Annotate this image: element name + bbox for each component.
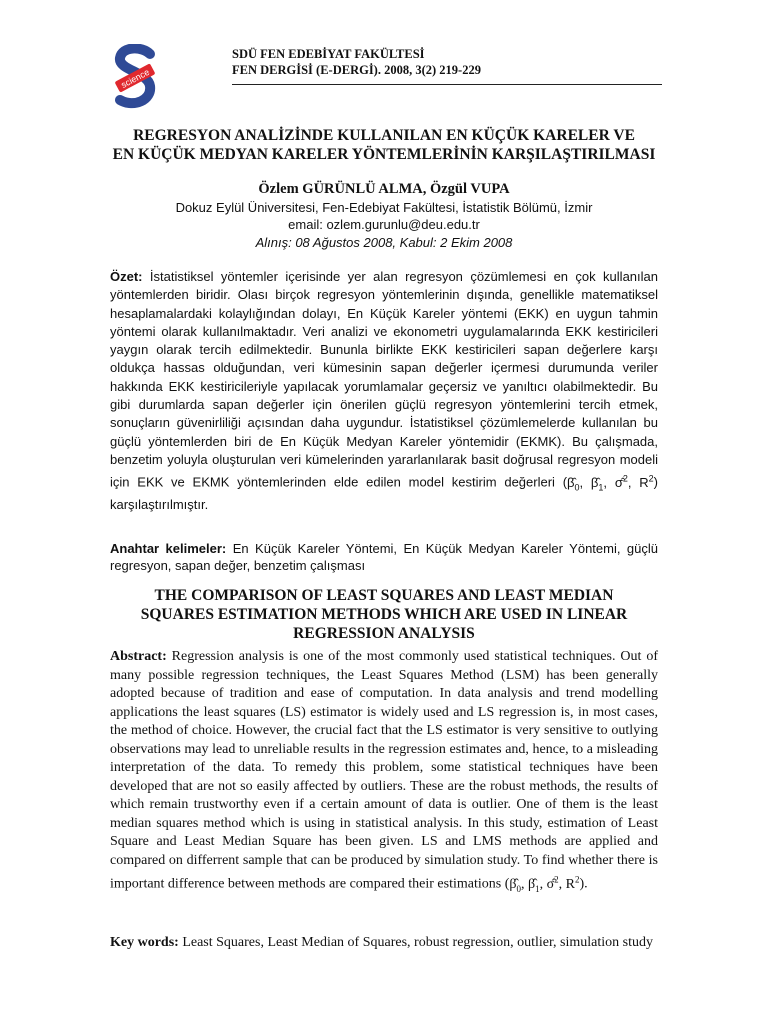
ozet-text: İstatistiksel yöntemler içerisinde yer alan regresyon çözümlemesi en çok kullanılan yöntemlerden biridir. Olası birçok regresyon yöntemlerinin dışında, genellikle matematiksel hesaplamalardaki kolaylığından dolayı, En Küçük Kareler yöntemi (EKK) en uygun tahmin yöntemi olarak kullanılmaktadır. Veri analizi ve ekonometri uygulamalarında EKK kestiricileri yaygın olarak tercih edilmektedir. Bununla birlikte EKK kestiricileri sapan değerlere karşı oldukça hassas olduğundan, veri kümesinin sapan değerler içermesi durumunda veriler hakkında EKK kestiricileriyle yapılacak yorumlamalar geçersiz ve yanıltıcı olabilmektedir. Bu gibi durumlarda sapan değerler için önerilen güçlü regresyon yöntemlerini tercih etmek, sonuçların güvenirliliği açısından daha uygundur. İstatistiksel çözümlemelerde kullanılan bu güçlü yöntemlerden biri de En Küçük Medyan Kareler yöntemidir (EKMK). Bu çalışmada, benzetim yoluyla oluşturulan veri kümelerinden yararlanılarak basit doğrusal regresyon modeli için EKK ve EKMK yöntemlerinden elde edilen model kestirim değerleri ( (110, 269, 658, 490)
journal-citation: FEN DERGİSİ (E-DERGİ). 2008, 3(2) 219-229 (232, 63, 481, 77)
journal-header (232, 46, 662, 85)
title-turkish-line1: REGRESYON ANALİZİNDE KULLANILAN EN KÜÇÜK KARELER VE (133, 127, 635, 144)
title-english (110, 586, 658, 643)
science-logo-icon (112, 44, 158, 110)
received-accepted-dates: Alınış: 08 Ağustos 2008, Kabul: 2 Ekim 2008 (255, 235, 513, 250)
ozet-label: Özet: (110, 269, 143, 284)
abstract-tail: ). (579, 876, 588, 892)
keywords-tr-text: En Küçük Kareler Yöntemi, En Küçük Medyan Kareler Yöntemi, güçlü regresyon, sapan değer, benzetim çalışması (110, 541, 658, 573)
logo-text: science (119, 66, 152, 91)
title-english-line1: THE COMPARISON OF LEAST SQUARES AND LEAST MEDIAN (154, 587, 614, 604)
title-english-line2: SQUARES ESTIMATION METHODS WHICH ARE USED IN LINEAR (140, 606, 628, 623)
affiliation: Dokuz Eylül Üniversitesi, Fen-Edebiyat Fakültesi, İstatistik Bölümü, İzmir (175, 200, 593, 215)
abstract-text: Regression analysis is one of the most commonly used statistical techniques. Out of many possible regression techniques, the Least Squares Method (LSM) has been generally adopted because of tradition and ease of computation. In data analysis and trend modelling applications the least squares (LS) estimator is widely used and LS regression is, in most cases, the method of choice. However, the crucial fact that the LS estimator is very sensitive to outlying observations may lead to unreliable results in the regression estimates and, hence, to a misleading interpretation of the data. To remedy this problem, some statistical techniques have been developed that are not so easily affected by outliers. These are the robust methods, the results of which remain trustworthy even if a certain amount of data is outlier. One of them is the least median squares method which is using in statistical analysis. In this study, estimation of Least Square and Least Median Square has been given. LS and LMS methods are applied and compared on differrent sample that can be produced by simulation study. To find whether there is important difference between methods are compared their estimations ( (110, 649, 658, 892)
abstract-label: Abstract: (110, 649, 167, 664)
keywords-en-label: Key words: (110, 935, 179, 950)
math-estimators-en: $\betâ_0$, $\betâ_1$, σ̂$^2$, $R^2$ (509, 874, 580, 894)
title-english-line3: REGRESSION ANALYSIS (293, 625, 475, 642)
math-estimators-tr: $\betâ_0$, $\betâ_1$, σ̂$^2$, $R^2$ (567, 473, 654, 493)
journal-logo (112, 44, 158, 110)
authors: Özlem GÜRÜNLÜ ALMA, Özgül VUPA (258, 181, 510, 197)
abstract-turkish (110, 268, 658, 515)
email: email: ozlem.gurunlu@deu.edu.tr (288, 217, 480, 232)
keywords-tr-label: Anahtar kelimeler: (110, 541, 227, 556)
keywords-english (110, 934, 658, 951)
title-turkish-line2: EN KÜÇÜK MEDYAN KARELER YÖNTEMLERİNİN KARŞILAŞTIRILMASI (112, 146, 656, 163)
keywords-en-text: Least Squares, Least Median of Squares, robust regression, outlier, simulation study (178, 935, 654, 950)
header-divider (232, 84, 662, 85)
journal-name: SDÜ FEN EDEBİYAT FAKÜLTESİ (232, 47, 425, 61)
title-turkish (110, 126, 658, 164)
abstract-english (110, 648, 658, 898)
ozet-tail: ) karşılaştırılmıştır. (110, 474, 658, 513)
keywords-turkish (110, 540, 658, 574)
